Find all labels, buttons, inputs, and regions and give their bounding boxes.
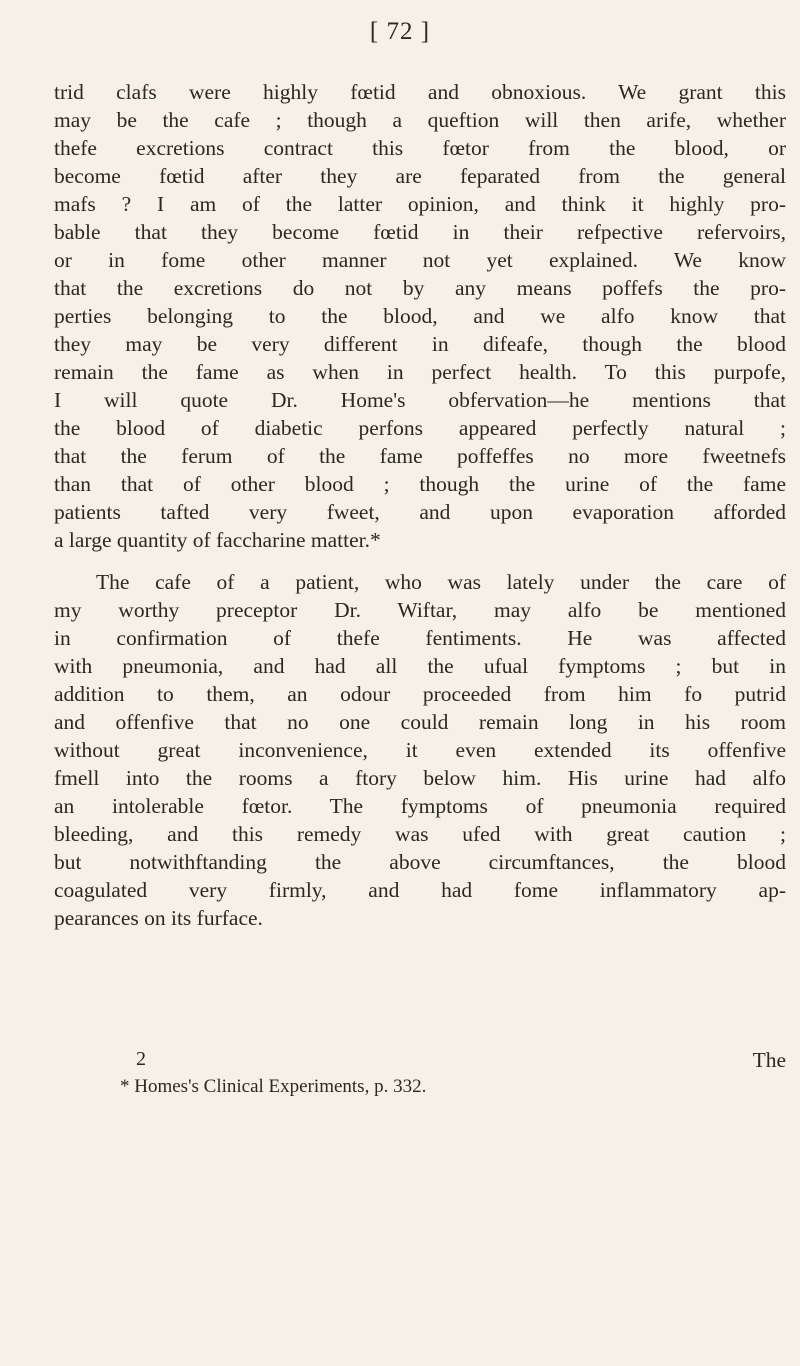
text-line: trid clafs were highly fœtid and obnoxious. We grant this [54,80,786,104]
text-line: thefe excretions contract this fœtor from the blood, or [54,136,786,160]
text-line: that the ferum of the fame poffeffes no more fweetnefs [54,444,786,468]
text-line: a large quantity of faccharine matter.* [54,528,381,552]
text-line: with pneumonia, and had all the ufual fymptoms ; but in [54,654,786,678]
text-line: and offenfive that no one could remain long in his room [54,710,786,734]
text-line: The cafe of a patient, who was lately under the care of [96,570,786,594]
signature-mark: 2 [136,1048,146,1070]
page-number: [ 72 ] [369,18,431,45]
text-line: mafs ? I am of the latter opinion, and think it highly pro- [54,192,786,216]
text-line: they may be very different in difeafe, though the blood [54,332,786,356]
text-line: may be the cafe ; though a queftion will then arife, whether [54,108,786,132]
footnote: * Homes's Clinical Experiments, p. 332. [120,1076,427,1097]
text-line: the blood of diabetic perfons appeared perfectly natural ; [54,416,786,440]
text-line: remain the fame as when in perfect health. To this purpofe, [54,360,786,384]
text-line: addition to them, an odour proceeded from him fo putrid [54,682,786,706]
text-line: I will quote Dr. Home's obfervation—he mentions that [54,388,786,412]
text-line: or in fome other manner not yet explained. We know [54,248,786,272]
text-line: my worthy preceptor Dr. Wiftar, may alfo be mentioned [54,598,786,622]
text-line: in confirmation of thefe fentiments. He was affected [54,626,786,650]
text-line: than that of other blood ; though the urine of the fame [54,472,786,496]
text-line: coagulated very firmly, and had fome inflammatory ap- [54,878,786,902]
catchword: The [752,1048,786,1072]
text-line: perties belonging to the blood, and we alfo know that [54,304,786,328]
text-line: fmell into the rooms a ftory below him. His urine had alfo [54,766,786,790]
text-line: bleeding, and this remedy was ufed with great caution ; [54,822,786,846]
text-line: but notwithftanding the above circumftances, the blood [54,850,786,874]
text-line: that the excretions do not by any means poffefs the pro- [54,276,786,300]
text-line: patients tafted very fweet, and upon evaporation afforded [54,500,786,524]
text-line: an intolerable fœtor. The fymptoms of pneumonia required [54,794,786,818]
text-line: without great inconvenience, it even extended its offenfive [54,738,786,762]
text-line: pearances on its furface. [54,906,263,930]
text-line: become fœtid after they are feparated from the general [54,164,786,188]
text-line: bable that they become fœtid in their refpective refervoirs, [54,220,786,244]
